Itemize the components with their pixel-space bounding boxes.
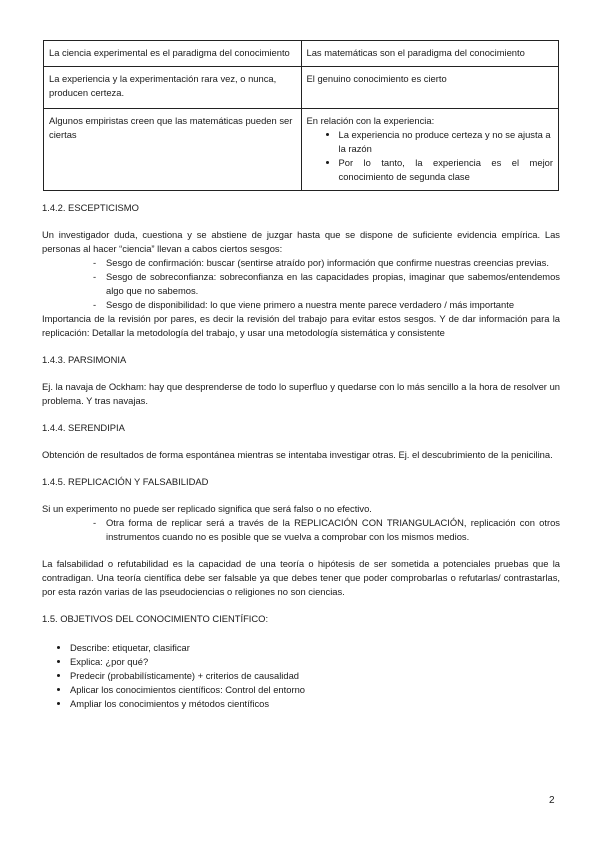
table-row — [44, 109, 559, 191]
table-cell-intro: En relación con la experiencia: — [306, 115, 435, 126]
section-heading-serendipia: 1.4.4. SERENDIPIA — [42, 422, 125, 433]
list-item: - Otra forma de replicar será a través de la REPLICACIÓN CON TRIANGULACIÓN, replicación con otros instrumentos cuando no es posible que se vuelva a comprobar con los mismos medios. — [93, 517, 560, 542]
dash-marker: - — [93, 517, 97, 528]
replicacion-intro: Si un experimento no puede ser replicado significa que será falso o no efectivo. — [42, 503, 372, 514]
table-cell: La experiencia y la experimentación rara vez, o nunca, producen certeza. — [44, 67, 302, 109]
list-item: • Predecir (probabilísticamente) + criterios de causalidad — [70, 669, 560, 683]
table-cell: Las matemáticas son el paradigma del conocimiento — [301, 41, 559, 67]
dash-marker: - — [93, 299, 97, 310]
table-cell: Algunos empiristas creen que las matemáticas pueden ser ciertas — [44, 109, 302, 191]
serendipia-paragraph: Obtención de resultados de forma espontánea mientras se intentaba investigar otras. Ej. el descubrimiento de la penicilina. — [42, 449, 553, 460]
table-cell: El genuino conocimiento es cierto — [301, 67, 559, 109]
list-item: • La experiencia no produce certeza y no se ajusta a la razón — [339, 128, 554, 156]
table-row — [44, 41, 559, 67]
escepticismo-intro: Un investigador duda, cuestiona y se abstiene de juzgar hasta que se dispone de suficiente evidencia empírica. Las personas al hacer “ciencia” llevan a cabos ciertos sesgos: — [42, 229, 560, 254]
list-item: - Sesgo de confirmación: buscar (sentirse atraído por) información que confirme nuestras creencias previas. — [93, 257, 549, 268]
replicacion-list — [42, 516, 560, 544]
list-item: • Por lo tanto, la experiencia es el mejor conocimiento de segunda clase — [339, 156, 554, 184]
table-row — [44, 67, 559, 109]
objetivos-list — [42, 641, 560, 711]
table-cell: La ciencia experimental es el paradigma del conocimiento — [44, 41, 302, 67]
page-number: 2 — [549, 795, 555, 806]
dash-marker: - — [93, 271, 97, 282]
parsimonia-paragraph: Ej. la navaja de Ockham: hay que desprenderse de todo lo superfluo y quedarse con lo más sencillo a la hora de resolver un problema. Y tras navajas. — [42, 381, 560, 406]
list-item: • Describe: etiquetar, clasificar — [70, 641, 560, 655]
section-heading-escepticismo: 1.4.2. ESCEPTICISMO — [42, 202, 139, 213]
comparison-table — [43, 40, 559, 191]
list-item: • Ampliar los conocimientos y métodos científicos — [70, 697, 560, 711]
table-cell-bullets — [307, 128, 554, 184]
section-heading-objetivos: 1.5. OBJETIVOS DEL CONOCIMIENTO CIENTÍFICO: — [42, 613, 269, 624]
list-item: - Sesgo de disponibilidad: lo que viene primero a nuestra mente parece verdadero / más importante — [93, 299, 515, 310]
section-heading-parsimonia: 1.4.3. PARSIMONIA — [42, 354, 127, 365]
section-heading-replicacion: 1.4.5. REPLICACIÓN Y FALSABILIDAD — [42, 476, 209, 487]
list-item: • Aplicar los conocimientos científicos: Control del entorno — [70, 683, 560, 697]
table-cell — [301, 109, 559, 191]
list-item: - Sesgo de sobreconfianza: sobreconfianza en las capacidades propias, imaginar que sabemos/entendemos algo que no sabemos. — [93, 271, 560, 296]
dash-marker: - — [93, 257, 97, 268]
document-page — [42, 40, 560, 711]
sesgos-list — [42, 256, 560, 312]
importancia-paragraph: Importancia de la revisión por pares, es decir la revisión del trabajo para evitar estos sesgos. Y de dar información para la replicación: Detallar la metodología del trabajo, y usar una metodología sistemática y consistente — [42, 313, 560, 338]
falsabilidad-paragraph: La falsabilidad o refutabilidad es la capacidad de una teoría o hipótesis de ser sometida a potenciales pruebas que la contradigan. Una teoría científica debe ser falsable ya que debes tener que poder comprobarlas o refutarlas/ contrastarlas, por esta razón varias de las pseudociencias o religiones no son ciencias. — [42, 558, 560, 597]
list-item: • Explica: ¿por qué? — [70, 655, 560, 669]
